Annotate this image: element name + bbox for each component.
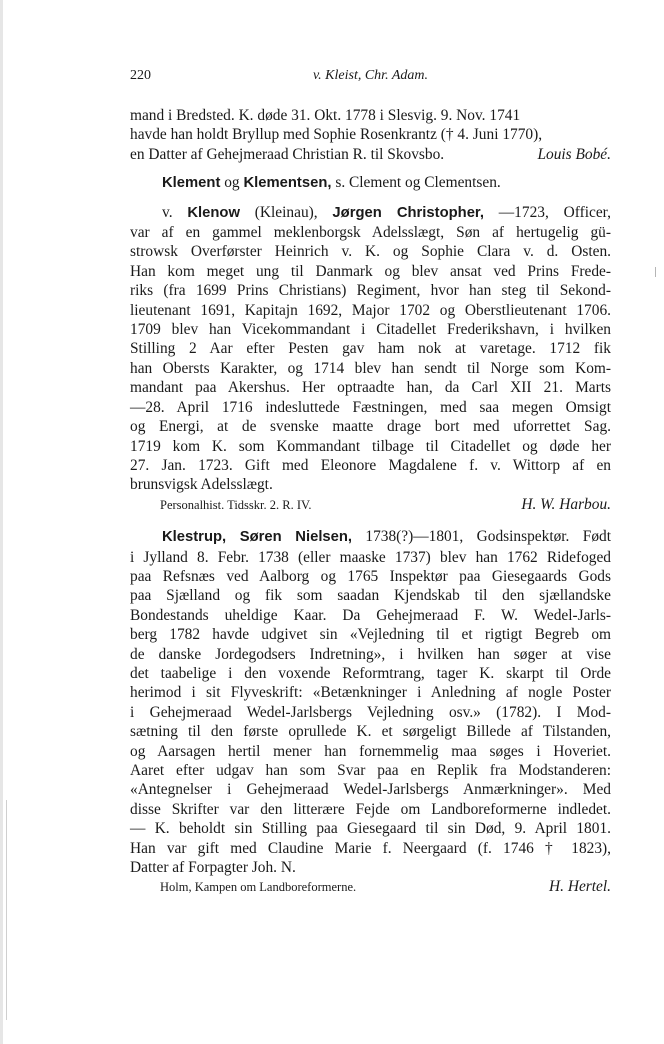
page-content [130,106,611,898]
author-signature: H. Hertel. [549,878,611,896]
page-header [130,68,611,90]
text-line: lieutenant 1691, Kapitajn 1692, Major 1702 og Oberstlieutenant 1706. [130,301,611,319]
entry-klestrup [130,527,611,898]
text-line: og Energi, at de svenske maatte drage bort med uforrettet Sag. [130,418,611,436]
entry-klement: Klement og Klementsen, s. Clement og Clementsen. [162,174,501,192]
entry-klenow [130,203,611,516]
author-signature: Louis Bobé. [537,145,611,163]
text-line: i Gehejmeraad Wedel-Jarlsbergs Vejledning osv.» (1782). I Mod- [130,703,611,721]
text-line: de danske Jordegodsers Indretning», i hvilken han søger at vise [130,645,611,663]
text-line: Stilling 2 Aar efter Pesten gav ham nok at varetage. 1712 fik [130,340,611,358]
source-line [130,877,611,897]
text-line: og Aarsagen hertil mener han fornemmelig maa søges i Hoveriet. [130,742,611,760]
text-line: «Antegnelser i Gehejmeraad Wedel-Jarlsbergs Anmærkninger». Med [130,781,611,799]
text-line: Han kom meget ung til Danmark og blev ansat ved Prins Frede- [130,262,611,280]
text-line: —28. April 1716 indesluttede Fæstningen, med saa megen Omsigt [130,398,611,416]
text-line: en Datter af Gehejmeraad Christian R. til Skovsbo. [130,145,445,163]
text-line: strowsk Overførster Heinrich v. K. og Sophie Clara v. d. Osten. [130,243,611,261]
entry-first-line: Klestrup, Søren Nielsen, 1738(?)—1801, Godsinspektør. Født [162,528,611,546]
text-line: 1709 blev han Vicekommandant i Citadellet Frederikshavn, i hvilken [130,321,611,339]
source-reference: Holm, Kampen om Landboreformerne. [160,880,357,895]
text-line: 27. Jan. 1723. Gift med Eleonore Magdalene f. v. Wittorp af en [130,456,611,474]
source-reference: Personalhist. Tidsskr. 2. R. IV. [160,497,312,512]
text-line: sætning til den første oprullede K. et sørgeligt Billede af Tilstanden, [130,723,611,741]
text-line: riks (fra 1699 Prins Christians) Regiment, hvor han steg til Sekond- [130,282,611,300]
text-line: havde han holdt Bryllup med Sophie Rosenkrantz († 4. Juni 1770), [130,126,543,144]
text-line: 1719 kom K. som Kommandant tilbage til Citadellet og døde her [130,437,611,455]
scan-mark [6,800,7,1020]
text-line: mand i Bredsted. K. døde 31. Okt. 1778 i Slesvig. 9. Nov. 1741 [130,107,521,124]
text-line: herimod i sit Flyveskrift: «Betænkninger i Anledning af nogle Poster [130,684,611,702]
text-line: det taabelige i den voxende Reformtrang, tager K. skarpt til Orde [130,664,611,682]
text-line: Han var gift med Claudine Marie f. Neergaard (f. 1746 † 1823), [130,839,611,857]
text-line: brunsvigsk Adelsslægt. [130,476,273,494]
cross-reference: s. Clement og Clementsen. [331,174,501,192]
text-line: var af en gammel meklenborgsk Adelsslægt, Søn af hertugelig gü- [130,224,611,242]
headword-given-names: Jørgen Christopher, [332,204,484,221]
source-line [130,495,611,515]
headword: Klenow [187,204,240,221]
text-line: han Obersts Karakter, og 1714 blev han sendt til Norge som Kom- [130,359,611,377]
headword: Klement [162,175,221,192]
text-line: — K. beholdt sin Stilling paa Giesegaard til sin Død, 9. April 1801. [130,820,611,838]
page-number: 220 [130,68,151,83]
text-line: disse Skrifter var den litterære Fejde om Landboreformerne indledet. [130,800,611,818]
text-line: Aaret efter udgav han som Svar paa en Replik fra Modstanderen: [130,762,611,779]
text-line: i Jylland 8. Febr. 1738 (eller maaske 1737) blev han 1762 Ridefoged [130,548,611,566]
text-line: berg 1782 havde udgivet sin «Vejledning til et rigtigt Begreb om [130,626,611,644]
page-edge [0,0,3,1044]
author-signature: H. W. Harbou. [521,495,611,513]
scan-mark [655,267,656,277]
headword: Klestrup, Søren Nielsen, [162,529,353,546]
text-line: mandant paa Akershus. Her optraadte han, da Carl XII 21. Marts [130,379,611,397]
text-line: Bondestands uheldige Kaar. Da Gehejmeraad F. W. Wedel-Jarls- [130,606,611,624]
headword: Klementsen, [243,175,332,192]
text-line: paa Refsnæs ved Aalborg og 1765 Inspektør paa Giesegaards Gods [130,567,611,585]
text-line-with-author [130,145,611,164]
entry-first-line: v. Klenow (Kleinau), Jørgen Christopher, —1723, Officer, [162,203,612,221]
entry-kleist-end [130,106,611,164]
running-title: v. Kleist, Chr. Adam. [313,68,428,83]
text-line: paa Sjælland og fik som saadan Kjendskab til den sjællandske [130,587,611,605]
text-line: Datter af Forpagter Joh. N. [130,859,296,877]
